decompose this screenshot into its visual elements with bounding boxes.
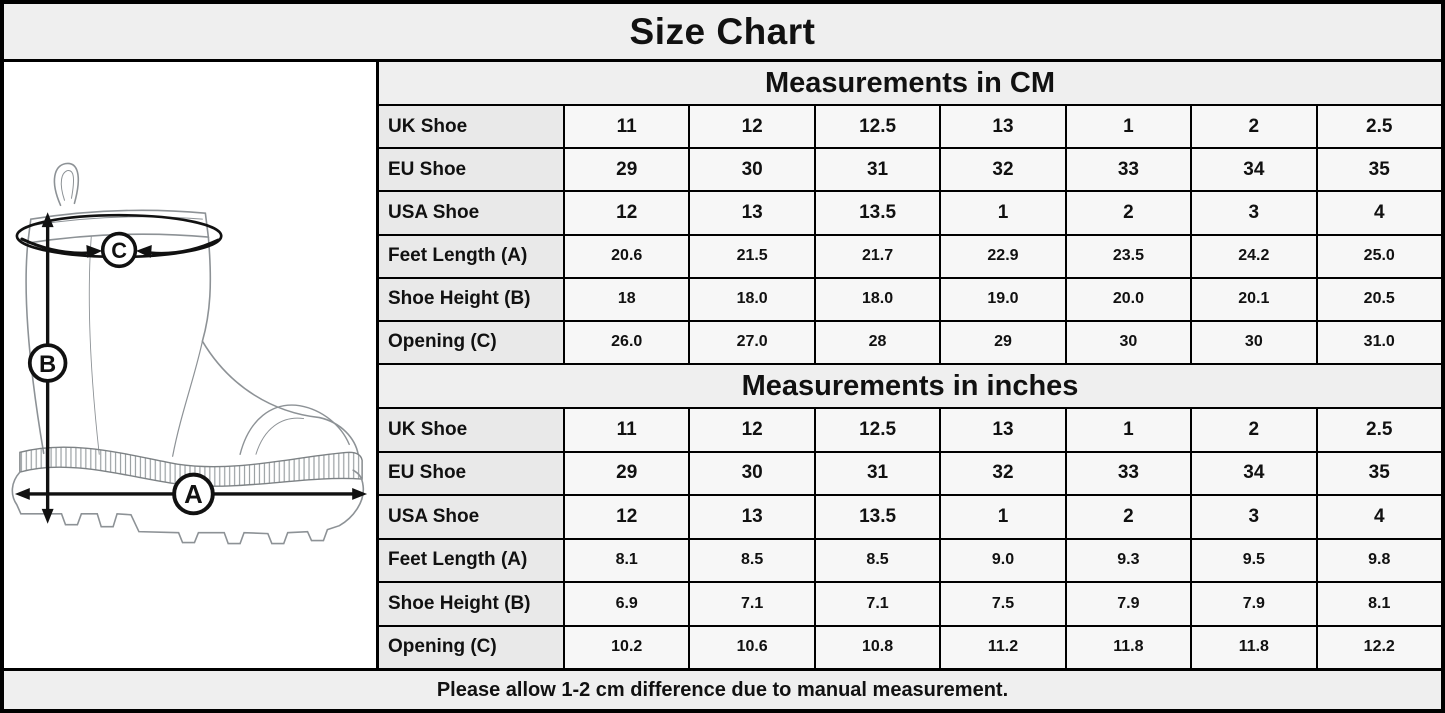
value-cell: 34 (1192, 453, 1317, 495)
row-label-cell: Opening (C) (379, 627, 565, 669)
value-cell: 4 (1318, 192, 1441, 233)
value-cell: 8.1 (1318, 583, 1441, 625)
value-cell: 1 (941, 496, 1066, 538)
value-cell: 31 (816, 149, 941, 190)
value-cell: 11.8 (1067, 627, 1192, 669)
value-cell: 20.6 (565, 236, 690, 277)
value-cell: 12.5 (816, 409, 941, 451)
value-cell: 13 (690, 496, 815, 538)
table-row (379, 409, 1441, 453)
value-cell: 32 (941, 453, 1066, 495)
value-cell: 8.1 (565, 540, 690, 582)
table-row (379, 453, 1441, 497)
value-cell: 9.0 (941, 540, 1066, 582)
value-cell: 13 (690, 192, 815, 233)
value-cell: 12.2 (1318, 627, 1441, 669)
value-cell: 9.3 (1067, 540, 1192, 582)
value-cell: 30 (690, 149, 815, 190)
table-row (379, 106, 1441, 149)
table-row (379, 322, 1441, 365)
value-cell: 12 (690, 106, 815, 147)
value-cell: 20.1 (1192, 279, 1317, 320)
value-cell: 30 (1192, 322, 1317, 363)
value-cell: 30 (690, 453, 815, 495)
row-label-cell: Feet Length (A) (379, 236, 565, 277)
value-cell: 12 (565, 496, 690, 538)
value-cell: 7.5 (941, 583, 1066, 625)
value-cell: 12.5 (816, 106, 941, 147)
table-row (379, 583, 1441, 627)
value-cell: 6.9 (565, 583, 690, 625)
value-cell: 28 (816, 322, 941, 363)
value-cell: 29 (565, 453, 690, 495)
value-cell: 33 (1067, 149, 1192, 190)
value-cell: 18 (565, 279, 690, 320)
value-cell: 18.0 (690, 279, 815, 320)
value-cell: 22.9 (941, 236, 1066, 277)
value-cell: 20.5 (1318, 279, 1441, 320)
value-cell: 25.0 (1318, 236, 1441, 277)
row-label-cell: Feet Length (A) (379, 540, 565, 582)
value-cell: 2 (1067, 192, 1192, 233)
tables-area (379, 62, 1441, 668)
row-label-cell: USA Shoe (379, 496, 565, 538)
value-cell: 12 (565, 192, 690, 233)
row-label-cell: Opening (C) (379, 322, 565, 363)
value-cell: 8.5 (816, 540, 941, 582)
row-label-cell: UK Shoe (379, 409, 565, 451)
table-row (379, 192, 1441, 235)
value-cell: 3 (1192, 192, 1317, 233)
main-area (4, 62, 1441, 668)
value-cell: 29 (941, 322, 1066, 363)
value-cell: 11.2 (941, 627, 1066, 669)
value-cell: 8.5 (690, 540, 815, 582)
value-cell: 13.5 (816, 192, 941, 233)
value-cell: 1 (1067, 409, 1192, 451)
value-cell: 21.7 (816, 236, 941, 277)
value-cell: 23.5 (1067, 236, 1192, 277)
value-cell: 4 (1318, 496, 1441, 538)
value-cell: 1 (941, 192, 1066, 233)
value-cell: 13 (941, 409, 1066, 451)
table-row (379, 236, 1441, 279)
measure-label-c: C (111, 237, 127, 263)
value-cell: 13 (941, 106, 1066, 147)
table-row (379, 149, 1441, 192)
value-cell: 3 (1192, 496, 1317, 538)
boot-pull-loop (54, 163, 78, 205)
value-cell: 7.9 (1067, 583, 1192, 625)
value-cell: 34 (1192, 149, 1317, 190)
size-table-inches (379, 365, 1441, 668)
row-label-cell: EU Shoe (379, 149, 565, 190)
value-cell: 20.0 (1067, 279, 1192, 320)
value-cell: 11 (565, 409, 690, 451)
value-cell: 33 (1067, 453, 1192, 495)
value-cell: 27.0 (690, 322, 815, 363)
value-cell: 7.1 (816, 583, 941, 625)
footer-note: Please allow 1-2 cm difference due to manual measurement. (4, 668, 1441, 709)
value-cell: 35 (1318, 453, 1441, 495)
value-cell: 2.5 (1318, 409, 1441, 451)
value-cell: 24.2 (1192, 236, 1317, 277)
page-title: Size Chart (4, 4, 1441, 62)
value-cell: 19.0 (941, 279, 1066, 320)
value-cell: 2.5 (1318, 106, 1441, 147)
value-cell: 2 (1192, 106, 1317, 147)
table-body-cm (379, 106, 1441, 365)
measure-label-b: B (39, 350, 57, 378)
boot-illustration (4, 62, 376, 668)
value-cell: 10.2 (565, 627, 690, 669)
table-row (379, 627, 1441, 669)
value-cell: 2 (1067, 496, 1192, 538)
value-cell: 12 (690, 409, 815, 451)
value-cell: 32 (941, 149, 1066, 190)
measure-label-a: A (184, 480, 203, 509)
value-cell: 11.8 (1192, 627, 1317, 669)
table-row (379, 540, 1441, 584)
table-header-inches: Measurements in inches (379, 365, 1441, 409)
table-body-inches (379, 409, 1441, 668)
value-cell: 21.5 (690, 236, 815, 277)
value-cell: 7.9 (1192, 583, 1317, 625)
value-cell: 26.0 (565, 322, 690, 363)
value-cell: 29 (565, 149, 690, 190)
table-header-cm: Measurements in CM (379, 62, 1441, 106)
value-cell: 7.1 (690, 583, 815, 625)
value-cell: 2 (1192, 409, 1317, 451)
row-label-cell: UK Shoe (379, 106, 565, 147)
value-cell: 35 (1318, 149, 1441, 190)
value-cell: 30 (1067, 322, 1192, 363)
value-cell: 1 (1067, 106, 1192, 147)
value-cell: 31.0 (1318, 322, 1441, 363)
row-label-cell: USA Shoe (379, 192, 565, 233)
value-cell: 13.5 (816, 496, 941, 538)
value-cell: 9.8 (1318, 540, 1441, 582)
table-row (379, 496, 1441, 540)
table-row (379, 279, 1441, 322)
row-label-cell: Shoe Height (B) (379, 279, 565, 320)
value-cell: 9.5 (1192, 540, 1317, 582)
value-cell: 31 (816, 453, 941, 495)
row-label-cell: EU Shoe (379, 453, 565, 495)
measurement-diagram-panel (4, 62, 379, 668)
value-cell: 10.6 (690, 627, 815, 669)
size-table-cm (379, 62, 1441, 365)
value-cell: 11 (565, 106, 690, 147)
row-label-cell: Shoe Height (B) (379, 583, 565, 625)
value-cell: 18.0 (816, 279, 941, 320)
value-cell: 10.8 (816, 627, 941, 669)
